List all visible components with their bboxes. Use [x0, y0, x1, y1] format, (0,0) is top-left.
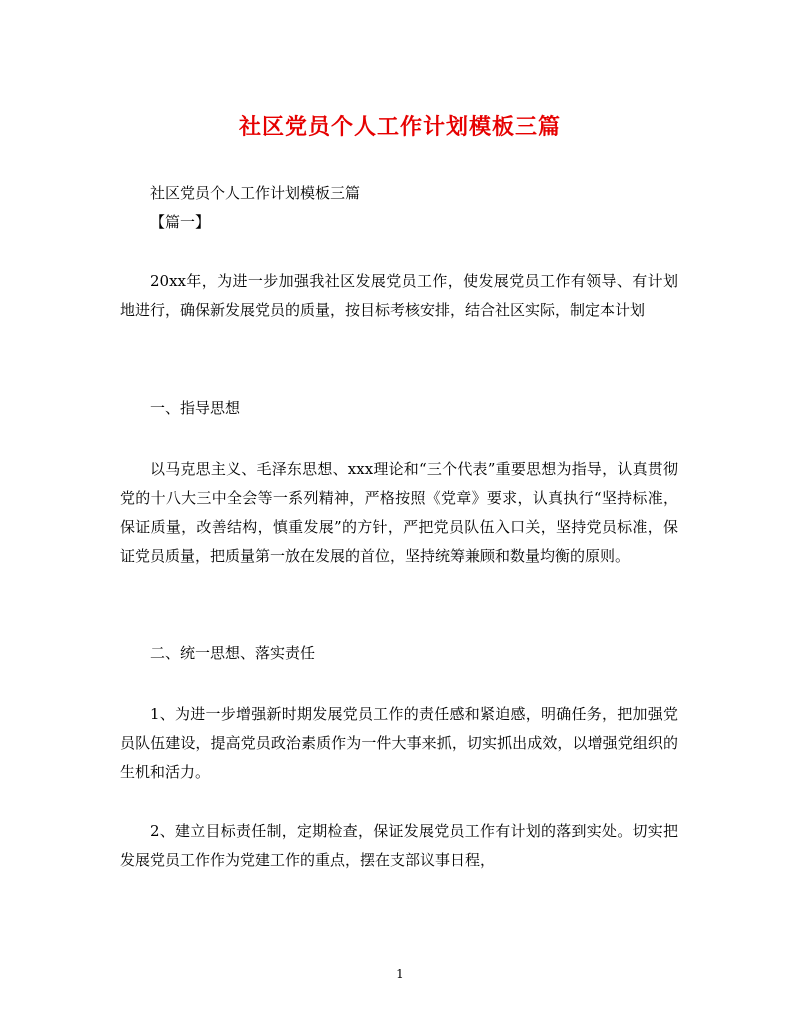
page-number: 1 — [396, 967, 404, 981]
paragraph-item-2: 2、建立目标责任制，定期检查，保证发展党员工作有计划的落到实处。切实把发展党员工作作为党建工作的重点，摆在支部议事日程， — [120, 822, 678, 869]
document-subtitle: 社区党员个人工作计划模板三篇 — [150, 184, 361, 202]
paragraph-intro: 20xx年，为进一步加强我社区发展党员工作，使发展党员工作有领导、有计划地进行，确保新发展党员的质量，按目标考核安排，结合社区实际，制定本计划 — [120, 272, 678, 319]
document-title: 社区党员个人工作计划模板三篇 — [238, 114, 561, 140]
heading-unify-thinking: 二、统一思想、落实责任 — [150, 644, 316, 662]
paragraph-item-1: 1、为进一步增强新时期发展党员工作的责任感和紧迫感，明确任务，把加强党员队伍建设，提高党员政治素质作为一件大事来抓，切实抓出成效，以增强党组织的生机和活力。 — [120, 705, 678, 781]
section-marker: 【篇一】 — [150, 213, 211, 231]
heading-guiding-ideology: 一、指导思想 — [150, 399, 241, 417]
paragraph-guiding-ideology: 以马克思主义、毛泽东思想、xxx理论和“三个代表”重要思想为指导，认真贯彻党的十八大三中全会等一系列精神，严格按照《党章》要求，认真执行“坚持标准，保证质量，改善结构，慎重发展”的方针，严把党员队伍入口关，坚持党员标准，保证党员质量，把质量第一放在发展的首位，坚持统筹兼顾和数量均衡的原则。 — [120, 460, 678, 565]
